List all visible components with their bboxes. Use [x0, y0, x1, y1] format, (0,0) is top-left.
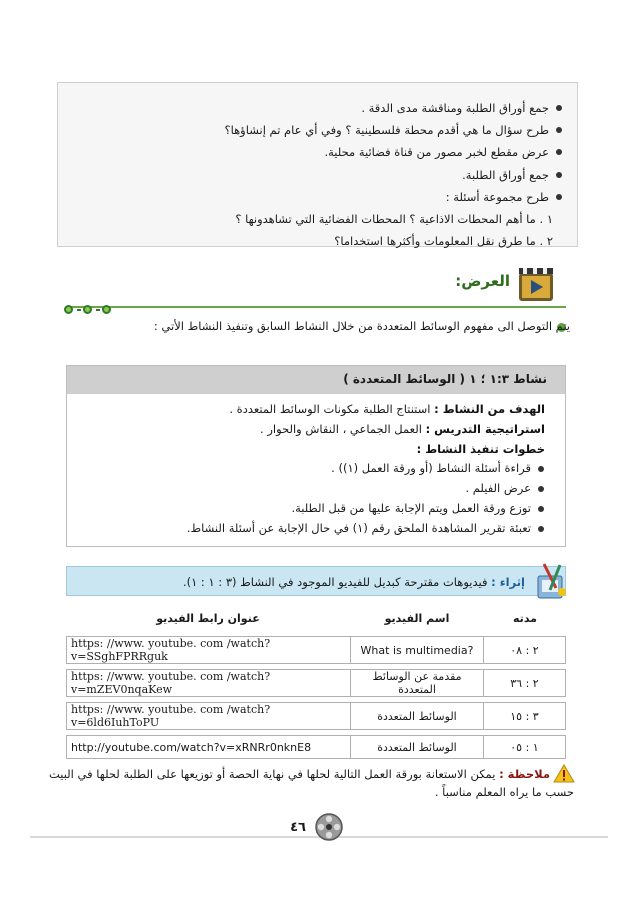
list-item: طرح مجموعة أسئلة :	[73, 186, 563, 208]
table-row	[66, 702, 566, 730]
note-line-1: ملاحظة : يمكن الاستعانة بورقة العمل التالية لحلها في نهاية الحصة أو توزيعها على الطلبة لحلها في البيت	[48, 767, 550, 781]
list-item: توزع ورقة العمل ويتم الإجابة عليها من قبل الطلبة.	[85, 499, 545, 519]
table-header-row	[66, 605, 566, 631]
enrichment-text: إثراء : فيديوهات مقترحة كبديل للفيديو الموجود في النشاط (٣ : ١ : ١).	[182, 575, 525, 589]
video-link[interactable]: https: //www. youtube. com /watch?v=mZEV0nqaKew	[66, 669, 350, 697]
activity-body	[85, 400, 545, 539]
film-reel-icon	[314, 812, 344, 842]
video-name: الوسائط المتعددة	[350, 735, 484, 759]
list-item: تعبئة تقرير المشاهدة الملحق رقم (١) في حال الإجابة عن أسئلة النشاط.	[85, 519, 545, 539]
note-line-2: حسب ما يراه المعلم مناسباً .	[434, 785, 574, 799]
activity-strategy: استراتيجية التدريس : العمل الجماعي ، النقاش والحوار .	[260, 421, 545, 436]
video-link[interactable]: https: //www. youtube. com /watch?v=SSghFPRRguk	[66, 636, 350, 664]
list-item: قراءة أسئلة النشاط (أو ورقة العمل (١)) .	[85, 459, 545, 479]
table-row	[66, 669, 566, 697]
section-divider	[66, 306, 566, 308]
page-number: ٤٦	[285, 820, 311, 835]
section-title: العرض:	[455, 272, 510, 290]
header-url: عنوان رابط الفيديو	[156, 611, 260, 625]
intro-text: يتم التوصل الى مفهوم الوسائط المتعددة من خلال النشاط السابق وتنفيذ النشاط الأتي :	[153, 319, 570, 333]
film-clapper-icon	[517, 267, 555, 303]
list-item: جمع أوراق الطلبة.	[73, 164, 563, 186]
activity-header	[67, 366, 565, 394]
header-name: اسم الفيديو	[384, 611, 450, 625]
header-duration: مدته	[513, 611, 537, 625]
note-text	[48, 765, 574, 801]
discussion-list	[73, 97, 563, 252]
art-tools-icon	[536, 562, 568, 600]
video-name: مقدمة عن الوسائط المتعددة	[350, 669, 484, 697]
video-table	[66, 600, 566, 764]
video-link[interactable]: http://youtube.com/watch?v=xRNRr0nknE8	[66, 735, 350, 759]
video-duration: ٣ : ١٥	[484, 702, 566, 730]
video-link[interactable]: https: //www. youtube. com /watch?v=6ld6IuhToPU	[66, 702, 350, 730]
activity-steps-label: خطوات تنفيذ النشاط :	[416, 441, 545, 456]
video-name: What is multimedia?	[350, 636, 484, 664]
video-duration: ٢ : ٣٦	[484, 669, 566, 697]
list-item: عرض مقطع لخبر مصور من قناة فضائية محلية.	[73, 141, 563, 163]
list-item: طرح سؤال ما هي أقدم محطة فلسطينية ؟ وفي أي عام تم إنشاؤها؟	[73, 119, 563, 141]
table-row	[66, 636, 566, 664]
activity-title: نشاط ١:٣ ؛ ١ ( الوسائط المتعددة )	[343, 372, 547, 386]
list-item: عرض الفيلم .	[85, 479, 545, 499]
divider-dots	[64, 299, 124, 313]
table-row	[66, 735, 566, 759]
list-item: جمع أوراق الطلبة ومناقشة مدى الدقة .	[73, 97, 563, 119]
activity-goal: الهدف من النشاط : استنتاج الطلبة مكونات الوسائط المتعددة .	[229, 402, 545, 416]
video-duration: ٢ : ٠٨	[484, 636, 566, 664]
video-name: الوسائط المتعددة	[350, 702, 484, 730]
video-duration: ١ : ٠٥	[484, 735, 566, 759]
numbered-question: ٢ . ما طرق نقل المعلومات وأكثرها استخداما؟	[334, 234, 553, 249]
discussion-box	[57, 82, 578, 247]
numbered-question: ١ . ما أهم المحطات الاذاعية ؟ المحطات الفضائية التي تشاهدونها ؟	[235, 212, 553, 227]
enrichment-header	[66, 566, 566, 596]
